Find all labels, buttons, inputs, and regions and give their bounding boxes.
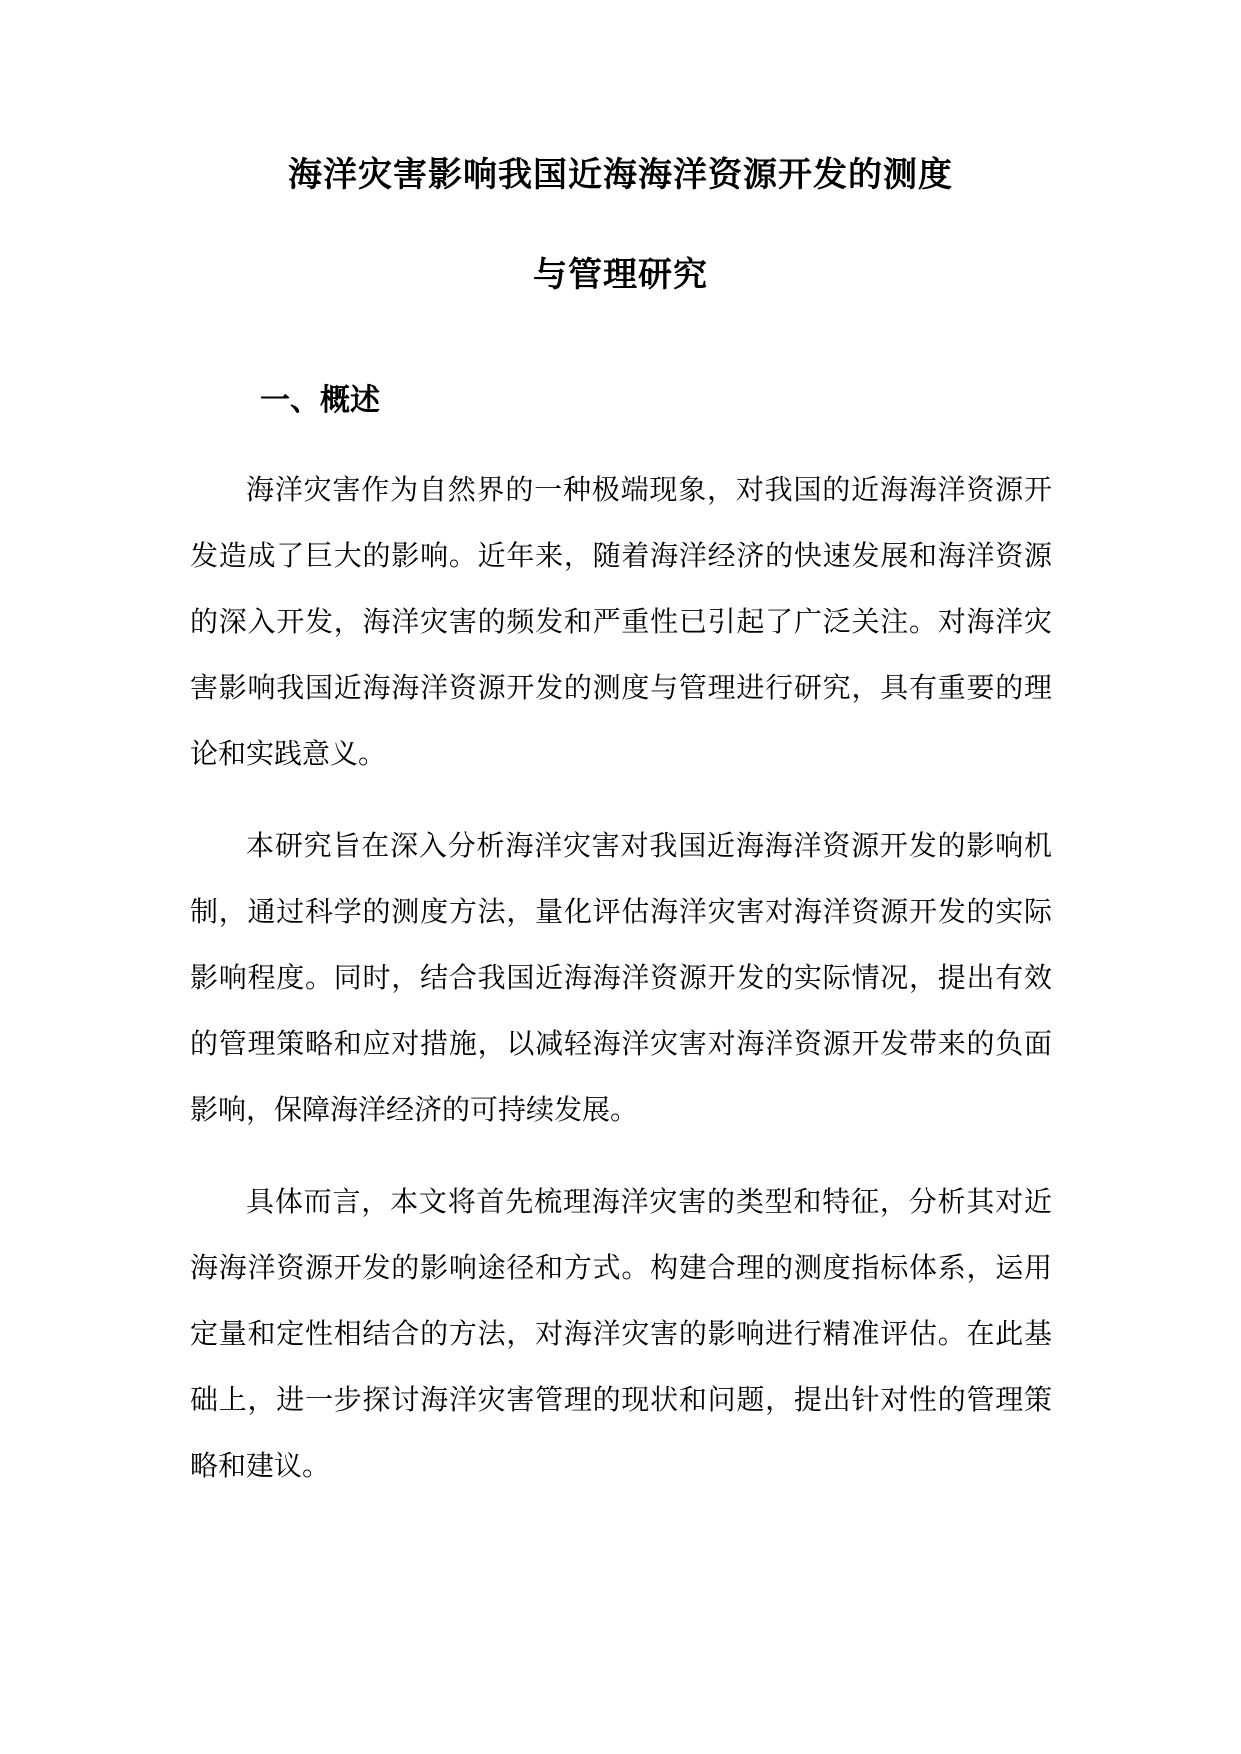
paragraph-1: 海洋灾害作为自然界的一种极端现象，对我国的近海海洋资源开发造成了巨大的影响。近年来，随着海洋经济的快速发展和海洋资源的深入开发，海洋灾害的频发和严重性已引起了广泛关注。对海洋灾害影响我国近海海洋资源开发的测度与管理进行研究，具有重要的理论和实践意义。 xyxy=(190,473,1052,770)
paragraph-3: 具体而言，本文将首先梳理海洋灾害的类型和特征，分析其对近海海洋资源开发的影响途径和方式。构建合理的测度指标体系，运用定量和定性相结合的方法，对海洋灾害的影响进行精准评估。在此基础上，进一步探讨海洋灾害管理的现状和问题，提出针对性的管理策略和建议。 xyxy=(190,1185,1052,1482)
paragraph-2: 本研究旨在深入分析海洋灾害对我国近海海洋资源开发的影响机制，通过科学的测度方法，量化评估海洋灾害对海洋资源开发的实际影响程度。同时，结合我国近海海洋资源开发的实际情况，提出有效的管理策略和应对措施，以减轻海洋灾害对海洋资源开发带来的负面影响，保障海洋经济的可持续发展。 xyxy=(190,829,1052,1126)
section-heading-overview: 一、概述 xyxy=(260,383,380,418)
document-title-line-1: 海洋灾害影响我国近海海洋资源开发的测度 xyxy=(288,155,953,195)
document-title-line-2: 与管理研究 xyxy=(533,255,708,295)
